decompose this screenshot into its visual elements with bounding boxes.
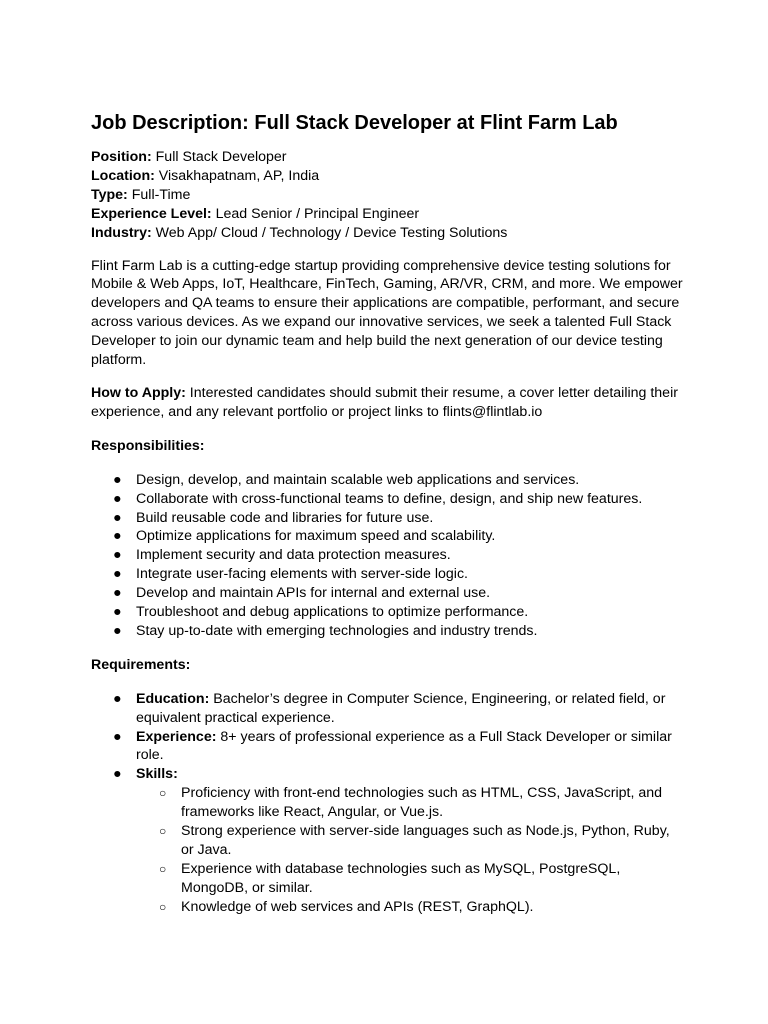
list-item-text: Optimize applications for maximum speed and scalability. (136, 528, 496, 545)
bullet-icon: ● (113, 547, 122, 564)
document-page (91, 109, 683, 917)
sub-list-item (159, 784, 683, 822)
list-item-text: Stay up-to-date with emerging technologies and industry trends. (136, 622, 538, 639)
list-item (113, 471, 683, 490)
sub-list-item-text: Proficiency with front-end technologies such as HTML, CSS, JavaScript, and frameworks like React, Angular, or Vue.js. (181, 785, 663, 821)
meta-location (91, 167, 683, 186)
hollow-bullet-icon: ○ (159, 899, 167, 914)
requirement-label: Skills: (136, 766, 178, 783)
requirements-list (91, 690, 683, 917)
bullet-icon: ● (113, 604, 122, 621)
list-item (113, 509, 683, 528)
list-item (113, 527, 683, 546)
sub-list-item (159, 860, 683, 898)
list-item-experience (113, 728, 683, 766)
how-to-apply (91, 384, 683, 422)
list-item (113, 490, 683, 509)
bullet-icon: ● (113, 528, 122, 545)
job-meta (91, 148, 683, 243)
list-item-text: Collaborate with cross-functional teams to define, design, and ship new features. (136, 490, 643, 507)
list-item-text: Design, develop, and maintain scalable web applications and services. (136, 471, 580, 488)
bullet-icon: ● (113, 690, 122, 707)
meta-experience-level (91, 205, 683, 224)
bullet-icon: ● (113, 471, 122, 488)
bullet-icon: ● (113, 585, 122, 602)
list-item-text: Integrate user-facing elements with server-side logic. (136, 566, 468, 583)
meta-value: Full-Time (131, 186, 191, 203)
list-item (113, 546, 683, 565)
meta-value: Visakhapatnam, AP, India (158, 167, 320, 184)
meta-label: Location: (91, 167, 155, 184)
meta-value: Lead Senior / Principal Engineer (215, 205, 420, 222)
list-item-text: Build reusable code and libraries for future use. (136, 509, 434, 526)
meta-value: Web App/ Cloud / Technology / Device Testing Solutions (155, 224, 508, 241)
meta-position (91, 148, 683, 167)
bullet-icon: ● (113, 766, 122, 783)
list-item-education (113, 690, 683, 728)
requirement-label: Experience: (136, 728, 217, 745)
meta-label: Industry: (91, 224, 152, 241)
meta-label: Experience Level: (91, 205, 212, 222)
bullet-icon: ● (113, 566, 122, 583)
sub-list-item-text: Knowledge of web services and APIs (REST, GraphQL). (181, 898, 534, 915)
list-item (113, 584, 683, 603)
skills-list (136, 784, 683, 916)
how-to-apply-label: How to Apply: (91, 384, 186, 401)
list-item-skills (113, 765, 683, 916)
meta-industry (91, 224, 683, 243)
sub-list-item-text: Experience with database technologies such as MySQL, PostgreSQL, MongoDB, or similar. (181, 860, 621, 896)
bullet-icon: ● (113, 622, 122, 639)
list-item (113, 565, 683, 584)
meta-label: Position: (91, 149, 152, 165)
how-to-apply-text: Interested candidates should submit their resume, a cover letter detailing their experience, and any relevant portfolio or project links to flints@flintlab.io (91, 384, 678, 420)
sub-list-item-text: Strong experience with server-side languages such as Node.js, Python, Ruby, or Java. (181, 823, 670, 858)
hollow-bullet-icon: ○ (159, 861, 167, 876)
meta-value: Full Stack Developer (155, 149, 287, 165)
page-title: Job Description: Full Stack Developer at Flint Farm Lab (91, 112, 618, 134)
requirement-text: Bachelor’s degree in Computer Science, Engineering, or related field, or equivalent practical experience. (136, 690, 666, 726)
list-item-text: Develop and maintain APIs for internal and external use. (136, 585, 491, 602)
responsibilities-list (91, 471, 683, 641)
meta-label: Type: (91, 186, 128, 203)
list-item (113, 622, 683, 641)
bullet-icon: ● (113, 509, 122, 526)
hollow-bullet-icon: ○ (159, 824, 167, 839)
requirement-label: Education: (136, 690, 210, 707)
hollow-bullet-icon: ○ (159, 786, 167, 801)
sub-list-item (159, 822, 683, 860)
intro-paragraph: Flint Farm Lab is a cutting-edge startup providing comprehensive device testing solutions for Mobile & Web Apps, IoT, Healthcare, FinTech, Gaming, AR/VR, CRM, and more. We empower developers and QA teams to ensure their applications are compatible, performant, and secure across various devices. As we expand our innovative services, we seek a talented Full Stack Developer to join our dynamic team and help build the next generation of our device testing platform. (91, 257, 683, 369)
sub-list-item (159, 898, 683, 917)
responsibilities-heading: Responsibilities: (91, 437, 205, 454)
requirement-text: 8+ years of professional experience as a Full Stack Developer or similar role. (136, 728, 672, 764)
meta-type (91, 186, 683, 205)
requirements-heading: Requirements: (91, 656, 191, 673)
list-item-text: Troubleshoot and debug applications to optimize performance. (136, 604, 529, 621)
bullet-icon: ● (113, 728, 122, 745)
list-item (113, 603, 683, 622)
bullet-icon: ● (113, 490, 122, 507)
list-item-text: Implement security and data protection measures. (136, 547, 451, 564)
